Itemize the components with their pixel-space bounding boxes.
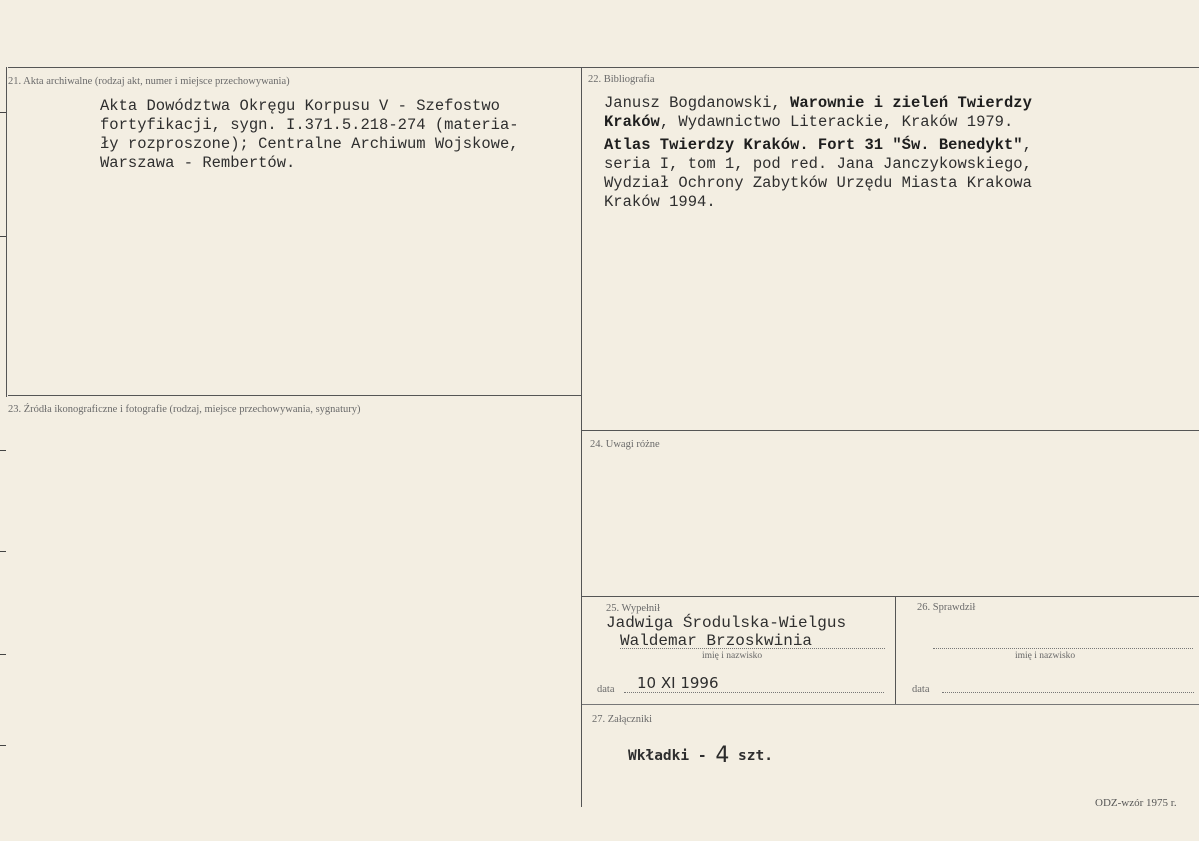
form-code: ODZ-wzór 1975 r.: [1095, 797, 1177, 809]
field-27-label: 27. Załączniki: [592, 714, 653, 725]
bib1-author: Janusz Bogdanowski,: [604, 94, 791, 112]
field-24-label: 24. Uwagi różne: [590, 439, 660, 450]
bib2-publisher: Wydział Ochrony Zabytków Urzędu Miasta Krakowa: [604, 174, 1032, 192]
field-21-line: fortyfikacji, sygn. I.371.5.218-274 (materia-: [100, 116, 519, 134]
margin-tick: [0, 112, 6, 113]
rule-25-27: [582, 704, 1199, 705]
attachments-label: Wkładki -: [628, 748, 716, 764]
filled-by-name-1: Jadwiga Środulska-Wielgus: [606, 614, 847, 632]
attachments-unit: szt.: [729, 748, 773, 764]
checker-date-line: [942, 692, 1194, 693]
date-label: data: [597, 684, 615, 695]
field-21-text: [100, 97, 519, 173]
margin-tick: [0, 654, 6, 655]
attachments-count: 4: [715, 743, 730, 768]
field-21-label: 21. Akta archiwalne (rodzaj akt, numer i miejsce przechowywania): [8, 76, 290, 87]
field-22-text: [604, 94, 1032, 212]
filled-by-name-2: Waldemar Brzoskwinia: [620, 632, 813, 650]
field-23-label: 23. Źródła ikonograficzne i fotografie (rodzaj, miejsce przechowywania, sygnatury): [8, 404, 361, 415]
checker-name-caption: imię i nazwisko: [1015, 651, 1076, 661]
date-line: [624, 692, 884, 693]
field-21-line: Warszawa - Rembertów.: [100, 154, 296, 172]
bib1-title: Warownie i zieleń Twierdzy: [790, 94, 1032, 112]
field-21-line: Akta Dowództwa Okręgu Korpusu V - Szefostwo: [100, 97, 500, 115]
attachments-text: [628, 744, 773, 766]
rule-22-24: [582, 430, 1199, 431]
field-25-label: 25. Wypełnił: [606, 603, 661, 614]
margin-tick: [0, 745, 6, 746]
field-21-line: ły rozproszone); Centralne Archiwum Wojskowe,: [100, 135, 519, 153]
field-22-label: 22. Bibliografia: [588, 74, 655, 85]
checker-date-label: data: [912, 684, 930, 695]
name-line: [620, 648, 885, 649]
date-value: 10 XI 1996: [637, 674, 719, 692]
top-rule: [8, 67, 1199, 68]
rule-21-23: [8, 395, 581, 396]
bib2-place-year: Kraków 1994.: [604, 193, 716, 211]
rule-25-26: [895, 596, 896, 704]
bib1-publisher: , Wydawnictwo Literackie, Kraków 1979.: [659, 113, 1014, 131]
margin-tick: [0, 551, 6, 552]
name-caption: imię i nazwisko: [702, 651, 763, 661]
center-rule: [581, 67, 582, 807]
bib1-title-cont: Kraków: [604, 113, 660, 131]
bib2-comma: ,: [1022, 136, 1032, 154]
bib2-series: seria I, tom 1, pod red. Jana Janczykowskiego,: [604, 155, 1032, 173]
left-rule: [6, 67, 7, 397]
field-26-label: 26. Sprawdził: [917, 602, 976, 613]
rule-24-25: [582, 596, 1199, 597]
bib2-title: Atlas Twierdzy Kraków. Fort 31 "Św. Benedykt": [604, 136, 1023, 154]
margin-tick: [0, 236, 6, 237]
margin-tick: [0, 450, 6, 451]
checker-name-line: [933, 648, 1193, 649]
